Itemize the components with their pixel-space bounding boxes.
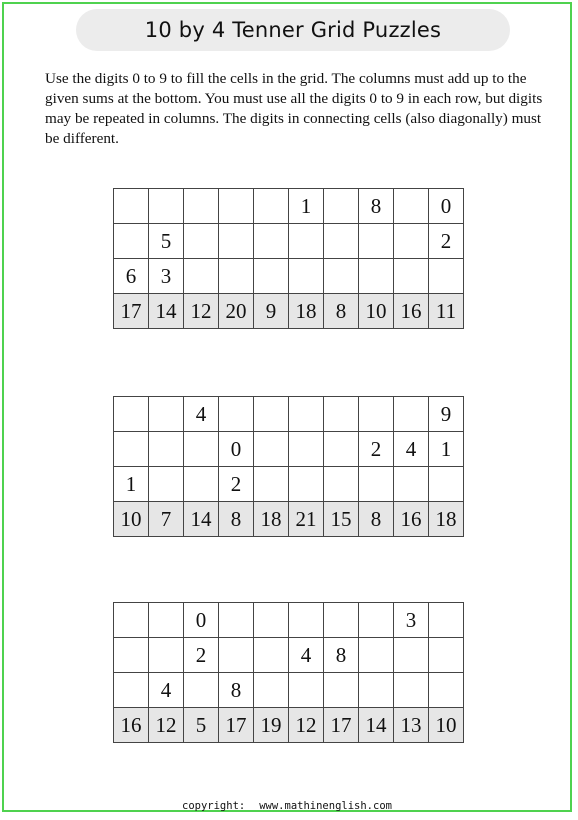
grid-cell[interactable]: 3 xyxy=(394,603,429,638)
column-sum-cell: 14 xyxy=(184,502,219,537)
grid-cell[interactable] xyxy=(394,673,429,708)
column-sum-cell: 18 xyxy=(254,502,289,537)
grid-row xyxy=(114,189,464,224)
grid-cell[interactable] xyxy=(324,189,359,224)
grid-cell[interactable]: 2 xyxy=(359,432,394,467)
grid-cell[interactable] xyxy=(114,397,149,432)
grid-cell[interactable] xyxy=(359,673,394,708)
grid-cell[interactable]: 8 xyxy=(324,638,359,673)
column-sum-cell: 17 xyxy=(114,294,149,329)
grid-cell[interactable] xyxy=(254,467,289,502)
grid-row xyxy=(114,603,464,638)
grid-cell[interactable] xyxy=(219,259,254,294)
grid-cell[interactable] xyxy=(429,259,464,294)
grid-cell[interactable] xyxy=(149,467,184,502)
title-banner xyxy=(76,9,510,51)
grid-cell[interactable] xyxy=(184,467,219,502)
column-sum-cell: 17 xyxy=(219,708,254,743)
grid-cell[interactable] xyxy=(114,224,149,259)
grid-cell[interactable] xyxy=(324,397,359,432)
column-sum-cell: 5 xyxy=(184,708,219,743)
grid-cell[interactable] xyxy=(394,638,429,673)
grid-cell[interactable] xyxy=(359,467,394,502)
grid-cell[interactable]: 0 xyxy=(184,603,219,638)
column-sum-cell: 8 xyxy=(359,502,394,537)
grid-cell[interactable] xyxy=(254,638,289,673)
grid-cell[interactable]: 1 xyxy=(429,432,464,467)
column-sum-cell: 8 xyxy=(324,294,359,329)
grid-cell[interactable] xyxy=(289,397,324,432)
grid-cell[interactable] xyxy=(149,397,184,432)
column-sum-cell: 12 xyxy=(184,294,219,329)
grid-row xyxy=(114,259,464,294)
grid-cell[interactable]: 1 xyxy=(289,189,324,224)
grid-cell[interactable] xyxy=(149,603,184,638)
grid-cell[interactable] xyxy=(254,189,289,224)
grid-cell[interactable] xyxy=(149,189,184,224)
column-sum-cell: 8 xyxy=(219,502,254,537)
grid-cell[interactable] xyxy=(289,432,324,467)
tenner-grid-3 xyxy=(113,602,464,743)
grid-cell[interactable] xyxy=(254,397,289,432)
grid-cell[interactable] xyxy=(429,673,464,708)
column-sum-cell: 7 xyxy=(149,502,184,537)
grid-row xyxy=(114,638,464,673)
grid-cell[interactable] xyxy=(184,189,219,224)
grid-cell[interactable]: 4 xyxy=(289,638,324,673)
grid-cell[interactable] xyxy=(114,603,149,638)
grid-cell[interactable] xyxy=(149,638,184,673)
grid-row xyxy=(114,224,464,259)
grid-row xyxy=(114,432,464,467)
grid-cell[interactable] xyxy=(289,603,324,638)
grid-cell[interactable] xyxy=(324,673,359,708)
grid-cell[interactable]: 4 xyxy=(149,673,184,708)
column-sum-cell: 12 xyxy=(149,708,184,743)
grid-cell[interactable] xyxy=(184,673,219,708)
grid-cell[interactable] xyxy=(289,673,324,708)
column-sum-cell: 15 xyxy=(324,502,359,537)
grid-cell[interactable] xyxy=(289,259,324,294)
grid-cell[interactable] xyxy=(114,189,149,224)
column-sum-cell: 10 xyxy=(429,708,464,743)
grid-cell[interactable] xyxy=(184,259,219,294)
column-sum-cell: 20 xyxy=(219,294,254,329)
column-sum-cell: 14 xyxy=(149,294,184,329)
grid-cell[interactable] xyxy=(254,224,289,259)
column-sum-cell: 16 xyxy=(394,294,429,329)
grid-row xyxy=(114,673,464,708)
column-sums-row xyxy=(114,708,464,743)
grid-cell[interactable] xyxy=(254,432,289,467)
grid-cell[interactable] xyxy=(114,432,149,467)
column-sum-cell: 19 xyxy=(254,708,289,743)
grid-cell[interactable] xyxy=(289,224,324,259)
grid-cell[interactable] xyxy=(324,432,359,467)
column-sum-cell: 10 xyxy=(114,502,149,537)
column-sum-cell: 18 xyxy=(289,294,324,329)
worksheet-page xyxy=(2,2,572,812)
grid-cell[interactable] xyxy=(219,638,254,673)
grid-cell[interactable] xyxy=(359,397,394,432)
grid-cell[interactable]: 0 xyxy=(219,432,254,467)
column-sum-cell: 13 xyxy=(394,708,429,743)
grid-cell[interactable]: 1 xyxy=(114,467,149,502)
grid-cell[interactable] xyxy=(394,397,429,432)
grid-cell[interactable] xyxy=(429,603,464,638)
grid-cell[interactable]: 5 xyxy=(149,224,184,259)
grid-cell[interactable] xyxy=(184,224,219,259)
grid-cell[interactable] xyxy=(219,603,254,638)
grid-row xyxy=(114,467,464,502)
grid-cell[interactable] xyxy=(254,603,289,638)
grid-cell[interactable] xyxy=(324,467,359,502)
footer xyxy=(4,800,570,812)
grid-cell[interactable]: 3 xyxy=(149,259,184,294)
column-sum-cell: 21 xyxy=(289,502,324,537)
grid-cell[interactable]: 2 xyxy=(184,638,219,673)
column-sums-row xyxy=(114,502,464,537)
column-sums-row xyxy=(114,294,464,329)
grid-cell[interactable] xyxy=(254,259,289,294)
column-sum-cell: 10 xyxy=(359,294,394,329)
instructions-text: Use the digits 0 to 9 to fill the cells in the grid. The columns must add up to the given sums at the bottom. You must use all the digits 0 to 9 in each row, but digits may be repeated in columns. The digits in connecting cells (also diagonally) must be different. xyxy=(45,70,543,147)
grid-cell[interactable] xyxy=(359,638,394,673)
grid-cell[interactable] xyxy=(219,189,254,224)
grid-cell[interactable] xyxy=(359,603,394,638)
grid-cell[interactable] xyxy=(394,259,429,294)
grid-row xyxy=(114,397,464,432)
copyright-site[interactable]: www.mathinenglish.com xyxy=(259,800,392,812)
column-sum-cell: 9 xyxy=(254,294,289,329)
grid-cell[interactable]: 8 xyxy=(359,189,394,224)
grid-cell[interactable] xyxy=(429,467,464,502)
grid-cell[interactable] xyxy=(394,467,429,502)
grid-cell[interactable] xyxy=(149,432,184,467)
grid-cell[interactable]: 9 xyxy=(429,397,464,432)
grid-cell[interactable]: 4 xyxy=(184,397,219,432)
column-sum-cell: 17 xyxy=(324,708,359,743)
column-sum-cell: 16 xyxy=(114,708,149,743)
grid-cell[interactable] xyxy=(114,638,149,673)
column-sum-cell: 11 xyxy=(429,294,464,329)
tenner-grid-1 xyxy=(113,188,464,329)
grid-cell[interactable] xyxy=(429,638,464,673)
tenner-grid-2 xyxy=(113,396,464,537)
grid-cell[interactable] xyxy=(254,673,289,708)
grid-cell[interactable] xyxy=(219,397,254,432)
column-sum-cell: 12 xyxy=(289,708,324,743)
page-title: 10 by 4 Tenner Grid Puzzles xyxy=(144,18,442,42)
grid-cell[interactable] xyxy=(184,432,219,467)
grid-cell[interactable] xyxy=(219,224,254,259)
grid-cell[interactable] xyxy=(114,673,149,708)
column-sum-cell: 16 xyxy=(394,502,429,537)
grid-cell[interactable] xyxy=(394,224,429,259)
column-sum-cell: 18 xyxy=(429,502,464,537)
grid-cell[interactable]: 4 xyxy=(394,432,429,467)
grid-cell[interactable] xyxy=(359,259,394,294)
column-sum-cell: 14 xyxy=(359,708,394,743)
grid-cell[interactable]: 0 xyxy=(429,189,464,224)
grid-cell[interactable] xyxy=(359,224,394,259)
grid-cell[interactable] xyxy=(324,259,359,294)
grid-cell[interactable] xyxy=(324,224,359,259)
grid-cell[interactable]: 2 xyxy=(429,224,464,259)
copyright-label: copyright: xyxy=(182,800,246,812)
grid-cell[interactable] xyxy=(324,603,359,638)
grid-cell[interactable] xyxy=(394,189,429,224)
grid-cell[interactable]: 6 xyxy=(114,259,149,294)
grid-cell[interactable]: 2 xyxy=(219,467,254,502)
grid-cell[interactable]: 8 xyxy=(219,673,254,708)
grid-cell[interactable] xyxy=(289,467,324,502)
